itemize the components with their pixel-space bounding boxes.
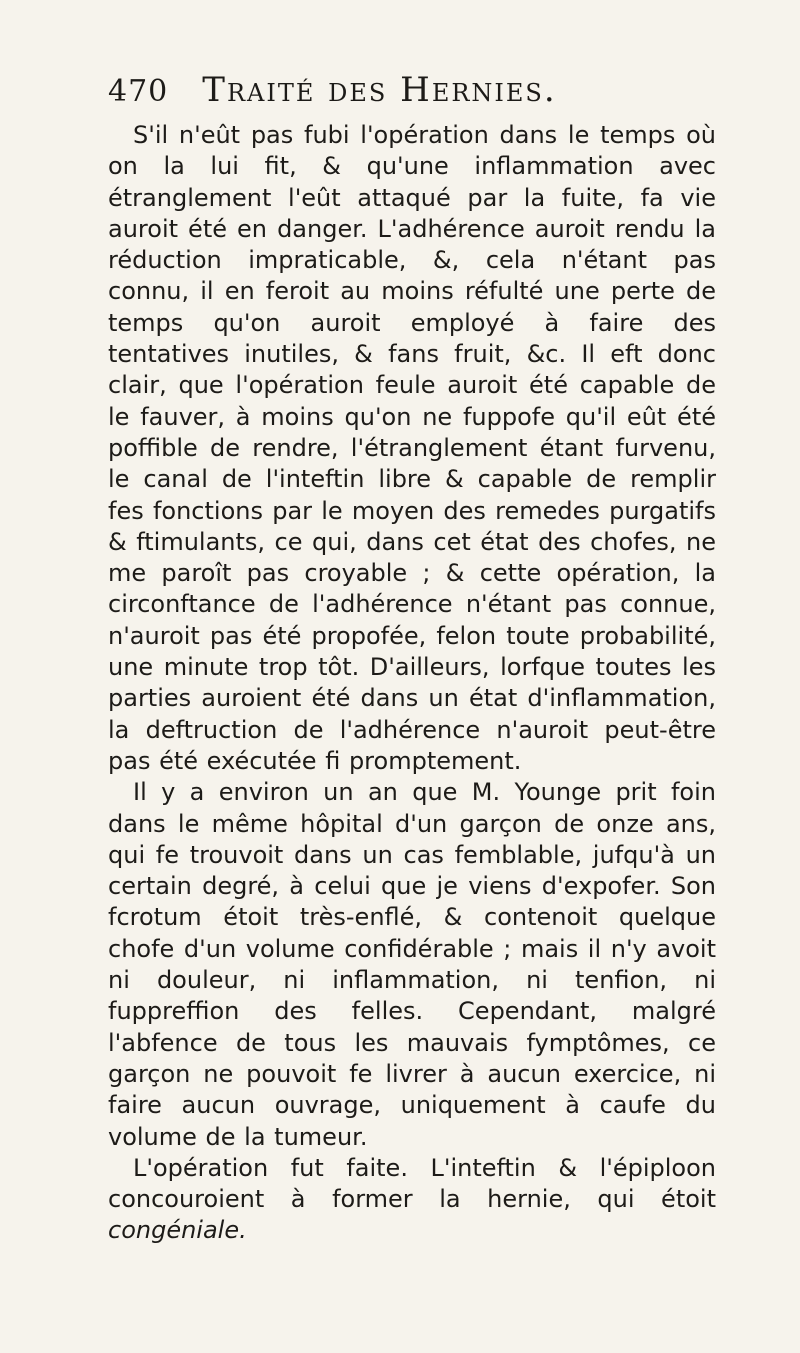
paragraph-3-text: L'opération fut faite. L'inteftin & l'épiploon concouroient à former la hernie, qui étoit <box>108 1153 716 1214</box>
italic-term: congéniale. <box>108 1216 247 1245</box>
paragraph-3 <box>108 1153 716 1247</box>
page-number: 470 <box>108 74 169 109</box>
body-text <box>108 120 716 1247</box>
paragraph-2: Il y a environ un an que M. Younge prit foin dans le même hôpital d'un garçon de onze ans, qui fe trouvoit dans un cas femblable, jufqu'à un certain degré, à celui que je viens d'expofer. Son fcrotum étoit très-enflé, & contenoit quelque chofe d'un volume confidérable ; mais il n'y avoit ni douleur, ni inflammation, ni tenfion, ni fuppreffion des felles. Cependant, malgré l'abfence de tous les mauvais fymptômes, ce garçon ne pouvoit fe livrer à aucun exercice, ni faire aucun ouvrage, uniquement à caufe du volume de la tumeur. <box>108 778 716 1151</box>
paragraph-1: S'il n'eût pas fubi l'opération dans le temps où on la lui fit, & qu'une inflammation avec étranglement l'eût attaqué par la fuite, fa vie auroit été en danger. L'adhérence auroit rendu la réduction impraticable, &, cela n'étant pas connu, il en feroit au moins réfulté une perte de temps qu'on auroit employé à faire des tentatives inutiles, & fans fruit, &c. Il eft donc clair, que l'opération feule auroit été capable de le fauver, à moins qu'on ne fuppofe qu'il eût été poffible de rendre, l'étranglement étant furvenu, le canal de l'inteftin libre & capable de remplir fes fonctions par le moyen des remedes purgatifs & ftimulants, ce qui, dans cet état des chofes, ne me paroît pas croyable ; & cette opération, la circonftance de l'adhérence n'étant pas connue, n'auroit pas été propofée, felon toute probabilité, une minute trop tôt. D'ailleurs, lorfque toutes les parties auroient été dans un état d'inflammation, la deftruction de l'adhérence n'auroit peut-être pas été exécutée fi promptement. <box>108 121 716 775</box>
page-header <box>108 70 716 110</box>
running-title: Traité des Hernies. <box>202 70 557 110</box>
